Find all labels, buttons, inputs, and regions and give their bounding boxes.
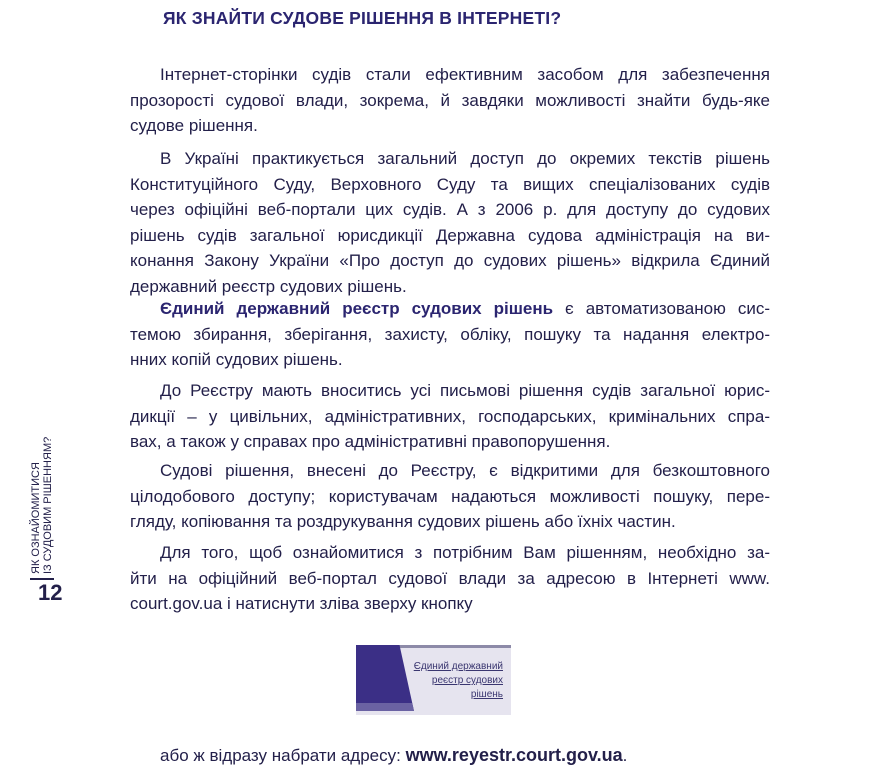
paragraph-3: [130, 296, 770, 373]
text-line: вах, а також у справах про адміністративні правопорушення.: [130, 432, 611, 451]
paragraph-1: [130, 62, 770, 139]
text-line: темою збирання, зберігання, захисту, обліку, пошуку та надання електро-: [130, 324, 770, 344]
text-line: судове рішення.: [130, 116, 258, 135]
final-text: або ж відразу набрати адресу:: [160, 746, 406, 765]
final-period: .: [622, 746, 628, 765]
text-line: Конституційного Суду, Верховного Суду та вищих спеціалізованих судів: [130, 174, 770, 194]
text-line: цілодобового доступу; користувачам надаються можливості пошуку, пере-: [130, 486, 770, 506]
text-line: Судові рішення, внесені до Реєстру, є відкритими для безкоштовного: [160, 461, 770, 480]
registry-term: Єдиний державний реєстр судових рішень: [160, 299, 554, 318]
label-line: рішень: [470, 689, 503, 700]
text-line: рішень судів загальної юрисдикції Державна судова адміністрація на ви-: [130, 225, 770, 245]
text-line: нних копій судових рішень.: [130, 350, 343, 369]
text-line: державний реєстр судових рішень.: [130, 276, 407, 296]
label-line: Єдиний державний: [413, 661, 503, 672]
text-line: конання Закону України «Про доступ до судових рішень» відкрила Єдиний: [130, 251, 770, 270]
registry-url-link[interactable]: www.reyestr.court.gov.ua: [405, 745, 623, 765]
book-icon: [356, 645, 414, 711]
paragraph-6: [130, 540, 770, 617]
text-line: В Україні практикується загальний доступ до окремих текстів рішень: [160, 149, 770, 168]
text-line: гляду, копіювання та роздрукування судових рішень або їхніх частин.: [130, 512, 676, 531]
paragraph-2: [130, 146, 770, 299]
registry-button[interactable]: [356, 645, 511, 715]
text-line: йти на офіційний веб-портал судової влади за адресою в Інтернеті www.: [130, 568, 770, 588]
final-sentence: [160, 745, 627, 766]
text-line: Інтернет-сторінки судів стали ефективним засобом для забезпечення: [160, 65, 770, 84]
text-line: через офіційні веб-портали цих судів. А з 2006 р. для доступу до судових: [130, 200, 770, 219]
text-line: дикції – у цивільних, адміністративних, господарських, кримінальних спра-: [130, 406, 770, 426]
label-line: реєстр судових: [431, 675, 503, 686]
text-line: [130, 296, 770, 322]
text-line: До Реєстру мають вноситись усі письмові рішення судів загальної юрис-: [160, 381, 770, 400]
page-number: 12: [38, 580, 63, 605]
page-title: ЯК ЗНАЙТИ СУДОВЕ РІШЕННЯ В ІНТЕРНЕТІ?: [163, 8, 562, 28]
text-line: Для того, щоб ознайомитися з потрібним Вам рішенням, необхідно за-: [160, 543, 770, 562]
text-line: court.gov.ua і натиснути зліва зверху кнопку: [130, 594, 473, 613]
text-line: прозорості судової влади, зокрема, й завдяки можливості знайти будь-яке: [130, 90, 770, 110]
registry-button-label: [414, 660, 503, 702]
running-head-line: ІЗ СУДОВИМ РІШЕННЯМ?: [42, 436, 54, 574]
running-head-line: ЯК ОЗНАЙОМИТИСЯ: [30, 462, 42, 574]
paragraph-4: [130, 378, 770, 455]
text-fragment: є автоматизованою сис-: [553, 299, 770, 318]
section-running-head: [30, 437, 54, 580]
paragraph-5: [130, 458, 770, 535]
